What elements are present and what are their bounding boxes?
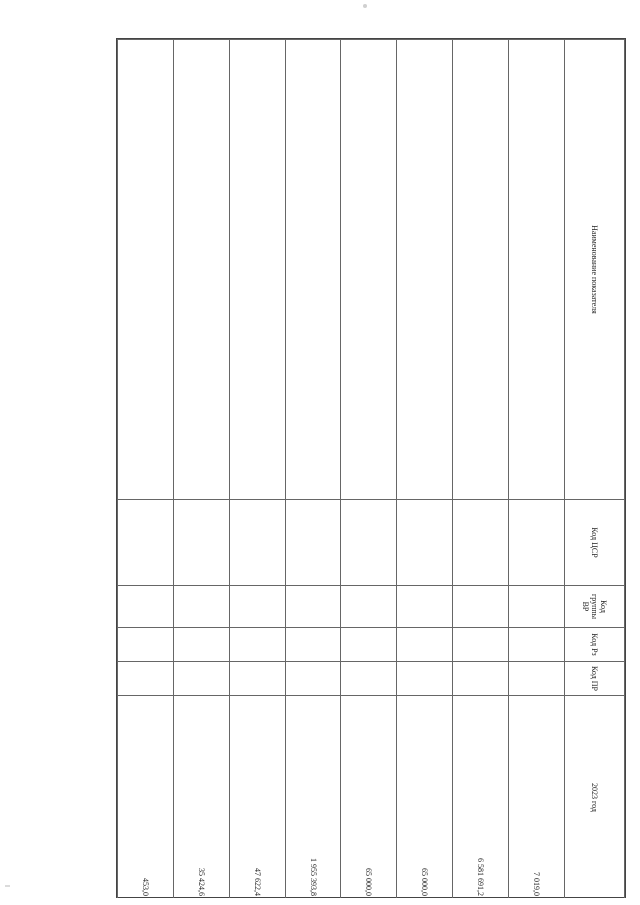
row-amount-2023: 35 424,6 — [173, 696, 229, 899]
scan-mark-bottom — [5, 885, 10, 887]
row-vr-group-code — [397, 586, 453, 628]
row-csr-code — [453, 500, 509, 586]
row-rz-code — [173, 628, 229, 662]
row-pr-code — [453, 662, 509, 696]
table-row — [397, 40, 453, 899]
table-row — [341, 40, 397, 899]
row-amount-2023: 1 955 393,8 — [285, 696, 341, 899]
header-vr-group: Код группы ВР — [565, 586, 625, 628]
row-rz-code — [397, 628, 453, 662]
row-indicator-name — [341, 40, 397, 500]
row-pr-code — [285, 662, 341, 696]
header-csr: Код ЦСР — [565, 500, 625, 586]
header-rz: Код Рз — [565, 628, 625, 662]
row-amount-2023: 6 581 691,2 — [453, 696, 509, 899]
table-row — [229, 40, 285, 899]
row-vr-group-code — [341, 586, 397, 628]
row-vr-group-code — [285, 586, 341, 628]
row-amount-2023: 65 000,0 — [341, 696, 397, 899]
row-rz-code — [453, 628, 509, 662]
table-header — [565, 40, 625, 899]
row-indicator-name — [118, 40, 174, 500]
table-row — [118, 40, 174, 899]
row-csr-code — [509, 500, 565, 586]
table-row — [173, 40, 229, 899]
row-pr-code — [341, 662, 397, 696]
row-indicator-name — [285, 40, 341, 500]
row-vr-group-code — [229, 586, 285, 628]
row-rz-code — [509, 628, 565, 662]
row-vr-group-code — [118, 586, 174, 628]
row-csr-code — [229, 500, 285, 586]
row-pr-code — [118, 662, 174, 696]
header-row — [565, 40, 625, 899]
row-indicator-name — [229, 40, 285, 500]
budget-table-frame — [116, 38, 626, 898]
table-row — [509, 40, 565, 899]
row-csr-code — [397, 500, 453, 586]
row-amount-2023: 47 622,4 — [229, 696, 285, 899]
row-vr-group-code — [509, 586, 565, 628]
row-amount-2023: 65 000,0 — [397, 696, 453, 899]
row-rz-code — [341, 628, 397, 662]
table-row — [453, 40, 509, 899]
scan-mark-top — [363, 4, 367, 8]
row-amount-2023: 7 019,0 — [509, 696, 565, 899]
row-csr-code — [118, 500, 174, 586]
budget-table — [117, 39, 625, 898]
row-amount-2023: 453,0 — [118, 696, 174, 899]
row-rz-code — [285, 628, 341, 662]
row-csr-code — [285, 500, 341, 586]
row-indicator-name — [453, 40, 509, 500]
rotated-budget-table-wrapper — [116, 38, 626, 898]
row-csr-code — [173, 500, 229, 586]
row-pr-code — [229, 662, 285, 696]
row-rz-code — [118, 628, 174, 662]
header-pr: Код ПР — [565, 662, 625, 696]
row-pr-code — [397, 662, 453, 696]
row-indicator-name — [173, 40, 229, 500]
table-body — [118, 40, 565, 899]
header-year-2023: 2023 год — [565, 696, 625, 899]
row-pr-code — [173, 662, 229, 696]
row-indicator-name — [509, 40, 565, 500]
row-rz-code — [229, 628, 285, 662]
table-row — [285, 40, 341, 899]
row-pr-code — [509, 662, 565, 696]
row-vr-group-code — [173, 586, 229, 628]
header-name: Наименование показателя — [565, 40, 625, 500]
row-vr-group-code — [453, 586, 509, 628]
row-indicator-name — [397, 40, 453, 500]
row-csr-code — [341, 500, 397, 586]
